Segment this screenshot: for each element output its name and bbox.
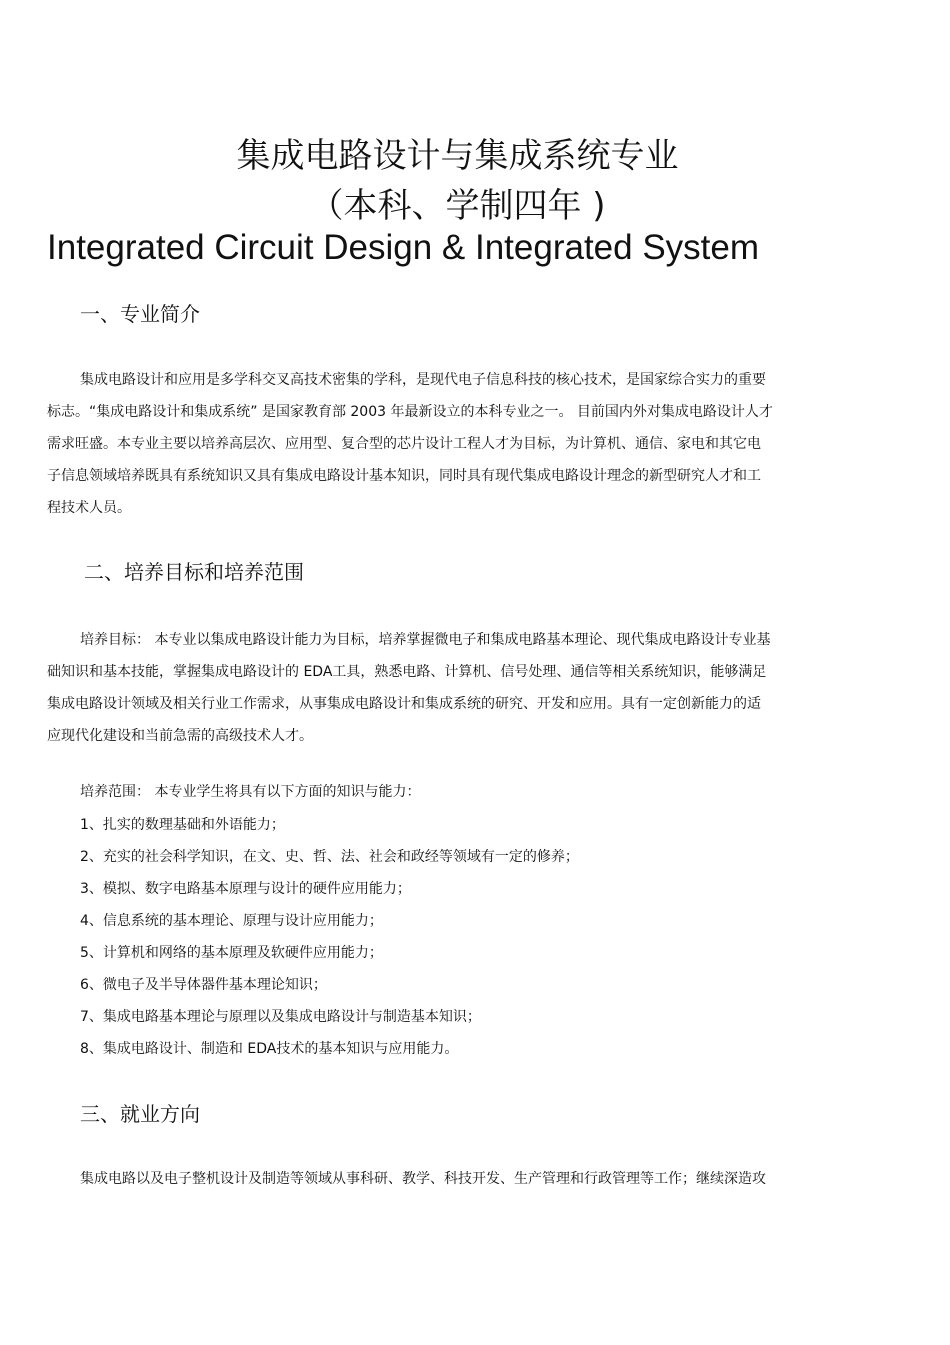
goal-line: 础知识和基本技能，掌握集成电路设计的 EDA工具，熟悉电路、计算机、信号处理、通信等相关系统知识，能够满足 (47, 664, 767, 680)
scope-item: 3、模拟、数字电路基本原理与设计的硬件应用能力； (80, 881, 411, 897)
section-heading-career: 三、就业方向 (80, 1102, 200, 1126)
page-subtitle-cn: （本科、学制四年 ) (309, 186, 606, 226)
page-title-cn: 集成电路设计与集成系统专业 (236, 136, 679, 176)
scope-item: 8、集成电路设计、制造和 EDA技术的基本知识与应用能力。 (80, 1041, 459, 1057)
scope-item: 1、扎实的数理基础和外语能力； (80, 817, 285, 833)
goal-line: 应现代化建设和当前急需的高级技术人才。 (47, 728, 313, 744)
scope-intro: 培养范围： 本专业学生将具有以下方面的知识与能力： (80, 784, 421, 800)
scope-item: 5、计算机和网络的基本原理及软硬件应用能力； (80, 945, 383, 961)
intro-line: 子信息领域培养既具有系统知识又具有集成电路设计基本知识，同时具有现代集成电路设计理念的新型研究人才和工 (47, 468, 761, 484)
intro-line: 需求旺盛。本专业主要以培养高层次、应用型、复合型的芯片设计工程人才为目标，为计算机、通信、家电和其它电 (47, 436, 761, 452)
career-line: 集成电路以及电子整机设计及制造等领域从事科研、教学、科技开发、生产管理和行政管理等工作；继续深造攻 (80, 1171, 766, 1187)
page-title-en: Integrated Circuit Design & Integrated System (47, 228, 760, 267)
goal-line: 集成电路设计领域及相关行业工作需求，从事集成电路设计和集成系统的研究、开发和应用。具有一定创新能力的适 (47, 696, 761, 712)
scope-item: 7、集成电路基本理论与原理以及集成电路设计与制造基本知识； (80, 1009, 481, 1025)
goal-line: 培养目标： 本专业以集成电路设计能力为目标，培养掌握微电子和集成电路基本理论、现代集成电路设计专业基 (80, 632, 771, 648)
section-heading-goals: 二、培养目标和培养范围 (84, 560, 304, 584)
scope-item: 2、充实的社会科学知识，在文、史、哲、法、社会和政经等领域有一定的修养； (80, 849, 579, 865)
intro-line: 集成电路设计和应用是多学科交叉高技术密集的学科，是现代电子信息科技的核心技术，是国家综合实力的重要 (80, 372, 766, 388)
intro-line: 标志。“集成电路设计和集成系统” 是国家教育部 2003 年最新设立的本科专业之一。 目前国内外对集成电路设计人才 (47, 404, 773, 420)
scope-item: 4、信息系统的基本理论、原理与设计应用能力； (80, 913, 383, 929)
section-heading-intro: 一、专业简介 (80, 302, 200, 326)
intro-line: 程技术人员。 (47, 500, 131, 516)
scope-item: 6、微电子及半导体器件基本理论知识； (80, 977, 327, 993)
